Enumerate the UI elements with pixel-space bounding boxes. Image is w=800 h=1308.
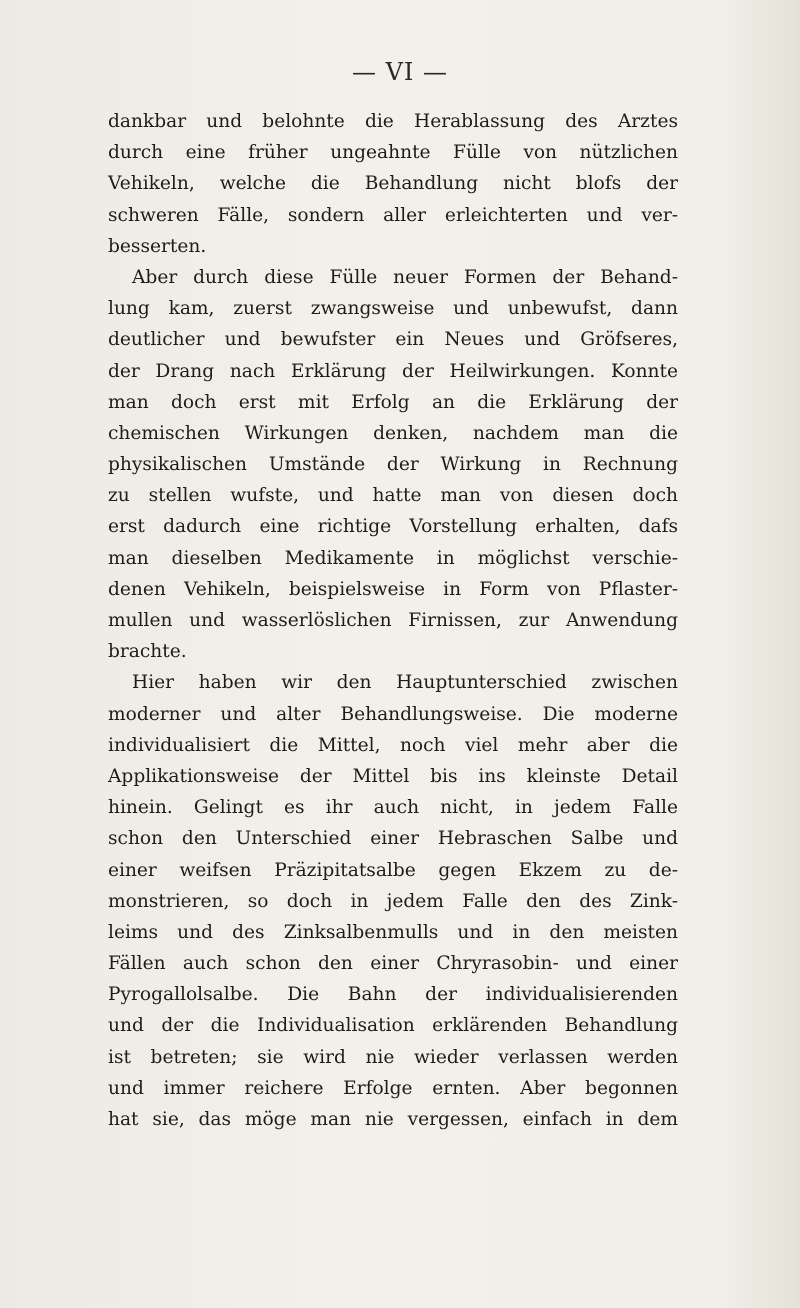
text-line: Applikationsweise der Mittel bis ins kleinste Detail	[108, 765, 678, 787]
text-line: individualisiert die Mittel, noch viel mehr aber die	[108, 734, 678, 756]
text-line: der Drang nach Erklärung der Heilwirkungen. Konnte	[108, 360, 678, 382]
text-line: schon den Unterschied einer Hebraschen Salbe und	[108, 828, 678, 850]
text-line: und der die Individualisation erklärenden Behandlung	[108, 1015, 678, 1037]
text-line: ist betreten; sie wird nie wieder verlassen werden	[108, 1046, 678, 1068]
text-line: durch eine früher ungeahnte Fülle von nützlichen	[108, 142, 678, 164]
text-line: Fällen auch schon den einer Chryrasobin- und einer	[108, 953, 678, 975]
text-line: dankbar und belohnte die Herablassung des Arztes	[108, 111, 678, 132]
text-line: mullen und wasserlöslichen Firnissen, zur Anwendung	[108, 610, 678, 631]
text-line: erst dadurch eine richtige Vorstellung erhalten, dafs	[108, 516, 678, 538]
text-line: physikalischen Umstände der Wirkung in Rechnung	[108, 454, 678, 476]
text-line: lung kam, zuerst zwangsweise und unbewufst, dann	[108, 298, 678, 320]
text-line: man dieselben Medikamente in möglichst verschie-	[108, 547, 678, 569]
paragraph-2	[108, 262, 678, 667]
body-text	[108, 106, 678, 1135]
text-line: Pyrogallolsalbe. Die Bahn der individualisierenden	[108, 984, 678, 1006]
text-line: hat sie, das möge man nie vergessen, einfach in dem	[108, 1109, 678, 1130]
text-line: hinein. Gelingt es ihr auch nicht, in jedem Falle	[108, 797, 678, 819]
paragraph-3	[108, 667, 678, 1135]
text-line: Vehikeln, welche die Behandlung nicht blofs der	[108, 173, 678, 195]
paragraph-1	[108, 106, 678, 262]
text-line: chemischen Wirkungen denken, nachdem man die	[108, 422, 678, 444]
text-line: monstrieren, so doch in jedem Falle den des Zink-	[108, 890, 678, 912]
text-line: und immer reichere Erfolge ernten. Aber begonnen	[108, 1077, 678, 1099]
text-line: brachte.	[108, 641, 187, 663]
text-line: einer weifsen Präzipitatsalbe gegen Ekzem zu de-	[108, 859, 678, 881]
text-line: Aber durch diese Fülle neuer Formen der Behand-	[132, 266, 678, 288]
text-line: moderner und alter Behandlungsweise. Die moderne	[108, 703, 678, 725]
text-line: schweren Fälle, sondern aller erleichterten und ver-	[108, 204, 678, 226]
text-line: Hier haben wir den Hauptunterschied zwischen	[132, 672, 678, 694]
text-line: deutlicher und bewufster ein Neues und Gröfseres,	[108, 329, 678, 351]
text-line: denen Vehikeln, beispielsweise in Form von Pflaster-	[108, 578, 678, 600]
text-line: man doch erst mit Erfolg an die Erklärung der	[108, 391, 678, 413]
text-line: besserten.	[108, 235, 207, 257]
text-line: zu stellen wufste, und hatte man von diesen doch	[108, 485, 678, 507]
text-line: leims und des Zinksalbenmulls und in den meisten	[108, 921, 678, 943]
page-number-header: — VI —	[351, 58, 449, 86]
